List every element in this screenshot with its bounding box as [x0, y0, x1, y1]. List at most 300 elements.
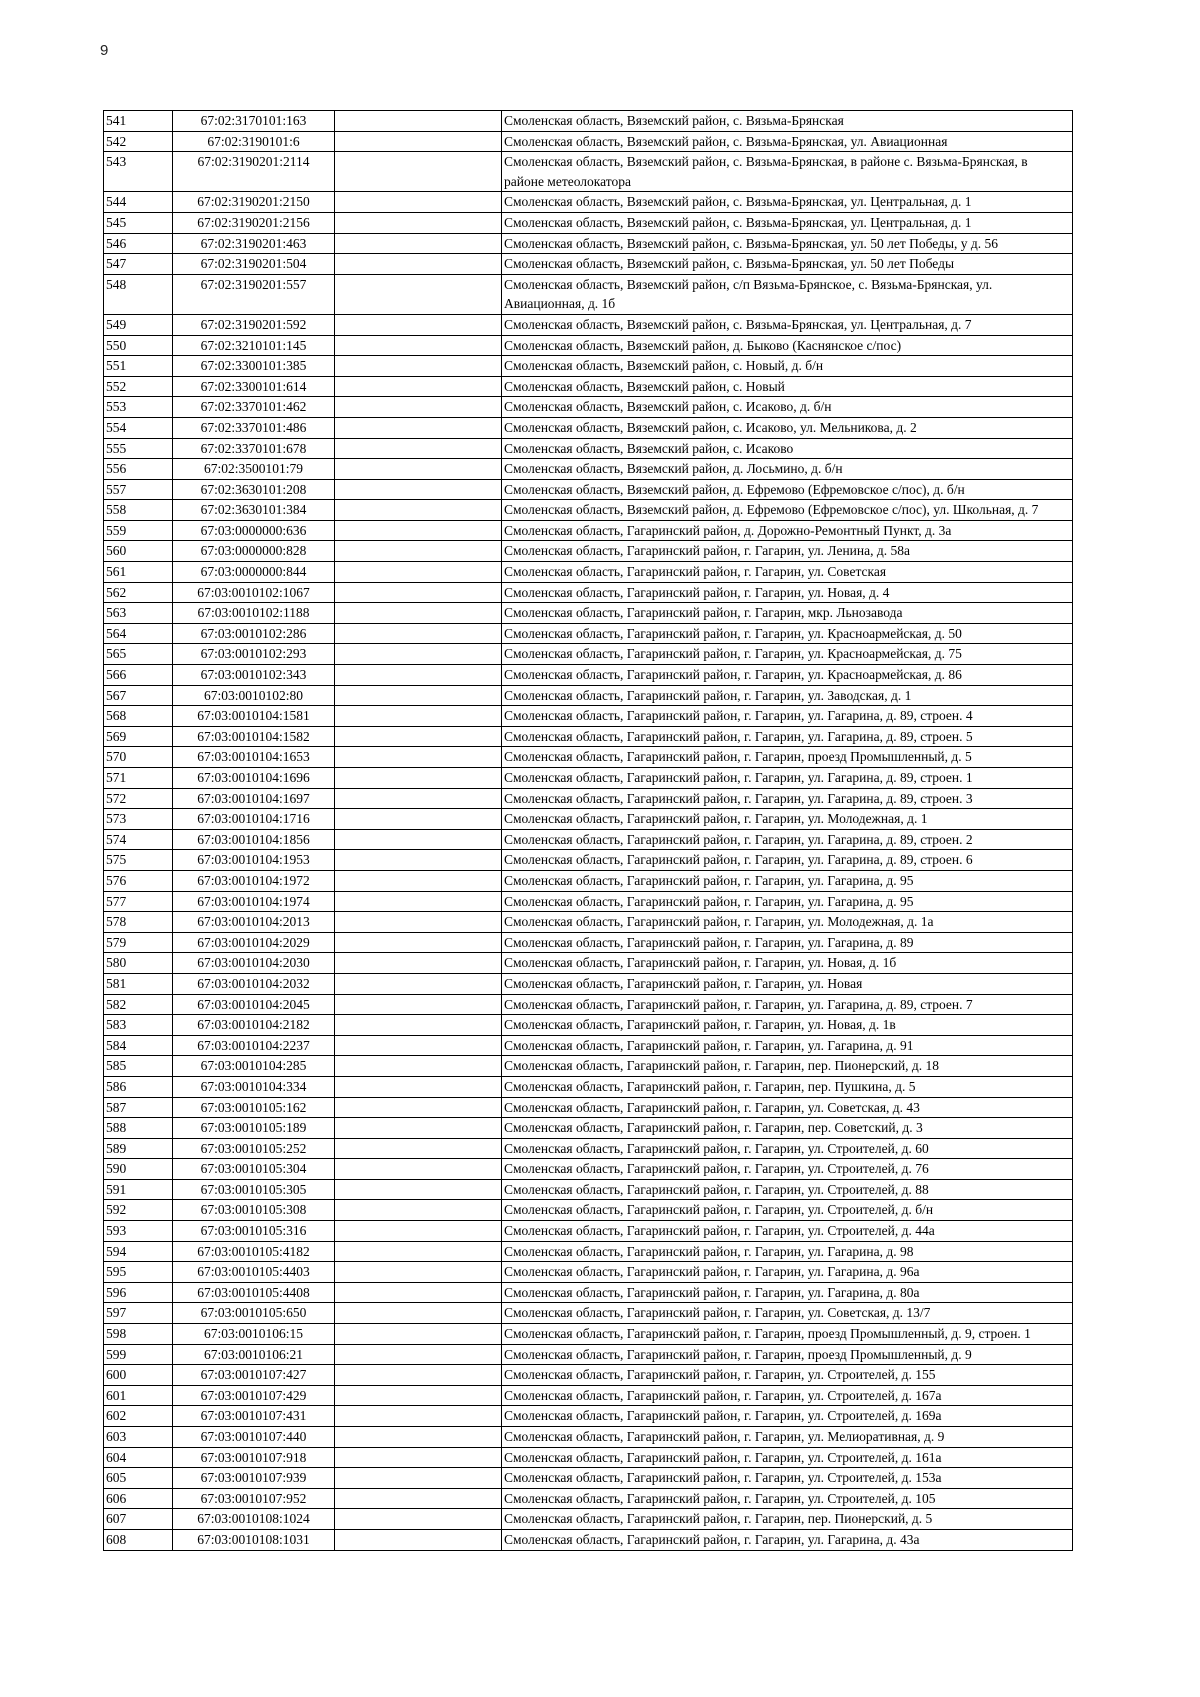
- cadastral-number-cell: 67:03:0000000:844: [173, 562, 335, 583]
- address-cell: Смоленская область, Гагаринский район, г. Гагарин, проезд Промышленный, д. 9, строен. 1: [502, 1324, 1073, 1345]
- cadastral-number-cell: 67:02:3190201:2150: [173, 192, 335, 213]
- table-row: [104, 1097, 1073, 1118]
- table-row: [104, 254, 1073, 275]
- table-row: [104, 1056, 1073, 1077]
- cadastral-number-cell: 67:03:0010102:80: [173, 685, 335, 706]
- cadastral-number-cell: 67:03:0000000:636: [173, 520, 335, 541]
- row-number-cell: 542: [104, 131, 173, 152]
- empty-cell: [335, 726, 502, 747]
- empty-cell: [335, 1262, 502, 1283]
- table-row: [104, 1303, 1073, 1324]
- address-cell: Смоленская область, Гагаринский район, д. Дорожно-Ремонтный Пункт, д. 3а: [502, 520, 1073, 541]
- empty-cell: [335, 932, 502, 953]
- row-number-cell: 552: [104, 376, 173, 397]
- empty-cell: [335, 891, 502, 912]
- table-row: [104, 1076, 1073, 1097]
- table-row: [104, 932, 1073, 953]
- row-number-cell: 563: [104, 603, 173, 624]
- table-row: [104, 314, 1073, 335]
- empty-cell: [335, 1324, 502, 1345]
- table-row: [104, 1221, 1073, 1242]
- row-number-cell: 608: [104, 1529, 173, 1550]
- table-row: [104, 623, 1073, 644]
- empty-cell: [335, 623, 502, 644]
- table-row: [104, 870, 1073, 891]
- table-row: [104, 644, 1073, 665]
- table-row: [104, 1324, 1073, 1345]
- cadastral-number-cell: 67:02:3190201:592: [173, 314, 335, 335]
- registry-table: [103, 110, 1073, 1551]
- address-cell: Смоленская область, Вяземский район, д. Лосьмино, д. б/н: [502, 459, 1073, 480]
- cadastral-number-cell: 67:03:0010107:427: [173, 1365, 335, 1386]
- empty-cell: [335, 1344, 502, 1365]
- row-number-cell: 602: [104, 1406, 173, 1427]
- empty-cell: [335, 541, 502, 562]
- cadastral-number-cell: 67:03:0010105:650: [173, 1303, 335, 1324]
- table-row: [104, 131, 1073, 152]
- table-row: [104, 1406, 1073, 1427]
- cadastral-number-cell: 67:02:3370101:462: [173, 397, 335, 418]
- cadastral-number-cell: 67:03:0010105:308: [173, 1200, 335, 1221]
- empty-cell: [335, 438, 502, 459]
- row-number-cell: 598: [104, 1324, 173, 1345]
- empty-cell: [335, 1488, 502, 1509]
- row-number-cell: 586: [104, 1076, 173, 1097]
- address-cell: Смоленская область, Вяземский район, с. Вязьма-Брянская, ул. Центральная, д. 7: [502, 314, 1073, 335]
- cadastral-number-cell: 67:02:3370101:678: [173, 438, 335, 459]
- cadastral-number-cell: 67:03:0010107:918: [173, 1447, 335, 1468]
- address-cell: Смоленская область, Гагаринский район, г. Гагарин, ул. Ленина, д. 58а: [502, 541, 1073, 562]
- address-cell: Смоленская область, Гагаринский район, г. Гагарин, ул. Гагарина, д. 96а: [502, 1262, 1073, 1283]
- empty-cell: [335, 111, 502, 132]
- row-number-cell: 543: [104, 152, 173, 192]
- cadastral-number-cell: 67:03:0010102:1067: [173, 582, 335, 603]
- cadastral-number-cell: 67:03:0010102:293: [173, 644, 335, 665]
- cadastral-number-cell: 67:02:3190201:2114: [173, 152, 335, 192]
- address-cell: Смоленская область, Гагаринский район, г. Гагарин, ул. Новая: [502, 973, 1073, 994]
- row-number-cell: 599: [104, 1344, 173, 1365]
- address-cell: Смоленская область, Гагаринский район, г. Гагарин, ул. Гагарина, д. 89, строен. 5: [502, 726, 1073, 747]
- empty-cell: [335, 1447, 502, 1468]
- address-cell: Смоленская область, Гагаринский район, г. Гагарин, ул. Гагарина, д. 91: [502, 1035, 1073, 1056]
- registry-table-body: [104, 111, 1073, 1551]
- address-cell: Смоленская область, Гагаринский район, г. Гагарин, пер. Пионерский, д. 5: [502, 1509, 1073, 1530]
- cadastral-number-cell: 67:03:0010104:1953: [173, 850, 335, 871]
- cadastral-number-cell: 67:03:0010108:1024: [173, 1509, 335, 1530]
- table-row: [104, 397, 1073, 418]
- cadastral-number-cell: 67:03:0010104:1974: [173, 891, 335, 912]
- address-cell: Смоленская область, Гагаринский район, г. Гагарин, ул. Строителей, д. 167а: [502, 1385, 1073, 1406]
- table-row: [104, 1241, 1073, 1262]
- row-number-cell: 568: [104, 706, 173, 727]
- row-number-cell: 565: [104, 644, 173, 665]
- address-cell: Смоленская область, Гагаринский район, г. Гагарин, ул. Строителей, д. 76: [502, 1159, 1073, 1180]
- address-cell: Смоленская область, Гагаринский район, г. Гагарин, ул. Красноармейская, д. 86: [502, 665, 1073, 686]
- address-cell: Смоленская область, Гагаринский район, г. Гагарин, ул. Гагарина, д. 89, строен. 6: [502, 850, 1073, 871]
- empty-cell: [335, 1118, 502, 1139]
- table-row: [104, 459, 1073, 480]
- address-cell: Смоленская область, Вяземский район, с. Исаково, д. б/н: [502, 397, 1073, 418]
- empty-cell: [335, 520, 502, 541]
- address-cell: Смоленская область, Гагаринский район, г. Гагарин, ул. Гагарина, д. 89, строен. 7: [502, 994, 1073, 1015]
- address-cell: Смоленская область, Гагаринский район, г. Гагарин, ул. Красноармейская, д. 75: [502, 644, 1073, 665]
- row-number-cell: 559: [104, 520, 173, 541]
- address-cell: Смоленская область, Вяземский район, с. Вязьма-Брянская, ул. 50 лет Победы, у д. 56: [502, 233, 1073, 254]
- table-row: [104, 1509, 1073, 1530]
- address-cell: Смоленская область, Вяземский район, с. Вязьма-Брянская, ул. Центральная, д. 1: [502, 212, 1073, 233]
- empty-cell: [335, 973, 502, 994]
- empty-cell: [335, 644, 502, 665]
- empty-cell: [335, 1241, 502, 1262]
- cadastral-number-cell: 67:03:0010105:189: [173, 1118, 335, 1139]
- table-row: [104, 1427, 1073, 1448]
- table-row: [104, 582, 1073, 603]
- table-row: [104, 747, 1073, 768]
- empty-cell: [335, 254, 502, 275]
- empty-cell: [335, 1468, 502, 1489]
- table-row: [104, 768, 1073, 789]
- empty-cell: [335, 1056, 502, 1077]
- address-cell: Смоленская область, Гагаринский район, г. Гагарин, пер. Пионерский, д. 18: [502, 1056, 1073, 1077]
- address-cell: Смоленская область, Гагаринский район, г. Гагарин, ул. Советская, д. 13/7: [502, 1303, 1073, 1324]
- empty-cell: [335, 479, 502, 500]
- table-row: [104, 891, 1073, 912]
- address-cell: Смоленская область, Вяземский район, с. Вязьма-Брянская, ул. Центральная, д. 1: [502, 192, 1073, 213]
- row-number-cell: 604: [104, 1447, 173, 1468]
- empty-cell: [335, 850, 502, 871]
- table-row: [104, 850, 1073, 871]
- table-row: [104, 1488, 1073, 1509]
- address-cell: Смоленская область, Гагаринский район, г. Гагарин, пер. Советский, д. 3: [502, 1118, 1073, 1139]
- empty-cell: [335, 706, 502, 727]
- table-row: [104, 603, 1073, 624]
- row-number-cell: 573: [104, 809, 173, 830]
- cadastral-number-cell: 67:02:3190201:463: [173, 233, 335, 254]
- row-number-cell: 589: [104, 1138, 173, 1159]
- row-number-cell: 544: [104, 192, 173, 213]
- empty-cell: [335, 1529, 502, 1550]
- empty-cell: [335, 356, 502, 377]
- cadastral-number-cell: 67:02:3210101:145: [173, 335, 335, 356]
- table-row: [104, 1529, 1073, 1550]
- row-number-cell: 556: [104, 459, 173, 480]
- cadastral-number-cell: 67:03:0010107:440: [173, 1427, 335, 1448]
- row-number-cell: 564: [104, 623, 173, 644]
- address-cell: Смоленская область, Вяземский район, с. Исаково, ул. Мельникова, д. 2: [502, 417, 1073, 438]
- cadastral-number-cell: 67:02:3300101:614: [173, 376, 335, 397]
- row-number-cell: 587: [104, 1097, 173, 1118]
- empty-cell: [335, 1138, 502, 1159]
- row-number-cell: 570: [104, 747, 173, 768]
- empty-cell: [335, 603, 502, 624]
- row-number-cell: 577: [104, 891, 173, 912]
- cadastral-number-cell: 67:02:3190201:504: [173, 254, 335, 275]
- row-number-cell: 606: [104, 1488, 173, 1509]
- cadastral-number-cell: 67:02:3500101:79: [173, 459, 335, 480]
- cadastral-number-cell: 67:03:0010108:1031: [173, 1529, 335, 1550]
- table-row: [104, 665, 1073, 686]
- row-number-cell: 567: [104, 685, 173, 706]
- address-cell: Смоленская область, Гагаринский район, г. Гагарин, ул. Строителей, д. 161а: [502, 1447, 1073, 1468]
- empty-cell: [335, 1406, 502, 1427]
- row-number-cell: 600: [104, 1365, 173, 1386]
- table-row: [104, 1282, 1073, 1303]
- table-row: [104, 1015, 1073, 1036]
- empty-cell: [335, 1015, 502, 1036]
- cadastral-number-cell: 67:03:0010104:1697: [173, 788, 335, 809]
- empty-cell: [335, 417, 502, 438]
- empty-cell: [335, 1509, 502, 1530]
- cadastral-number-cell: 67:03:0010105:305: [173, 1179, 335, 1200]
- address-cell: Смоленская область, Вяземский район, с. Вязьма-Брянская: [502, 111, 1073, 132]
- cadastral-number-cell: 67:03:0010105:4408: [173, 1282, 335, 1303]
- table-row: [104, 706, 1073, 727]
- row-number-cell: 580: [104, 953, 173, 974]
- table-row: [104, 500, 1073, 521]
- cadastral-number-cell: 67:02:3190201:2156: [173, 212, 335, 233]
- address-cell: Смоленская область, Гагаринский район, г. Гагарин, ул. Гагарина, д. 98: [502, 1241, 1073, 1262]
- row-number-cell: 603: [104, 1427, 173, 1448]
- address-cell: Смоленская область, Гагаринский район, г. Гагарин, ул. Гагарина, д. 43а: [502, 1529, 1073, 1550]
- row-number-cell: 555: [104, 438, 173, 459]
- row-number-cell: 576: [104, 870, 173, 891]
- table-row: [104, 417, 1073, 438]
- address-cell: Смоленская область, Вяземский район, с. Новый, д. б/н: [502, 356, 1073, 377]
- address-cell: Смоленская область, Вяземский район, д. Ефремово (Ефремовское с/пос), д. б/н: [502, 479, 1073, 500]
- row-number-cell: 553: [104, 397, 173, 418]
- cadastral-number-cell: 67:03:0010105:4182: [173, 1241, 335, 1262]
- table-row: [104, 1118, 1073, 1139]
- table-row: [104, 1179, 1073, 1200]
- empty-cell: [335, 685, 502, 706]
- empty-cell: [335, 1097, 502, 1118]
- address-cell: Смоленская область, Гагаринский район, г. Гагарин, ул. Строителей, д. б/н: [502, 1200, 1073, 1221]
- cadastral-number-cell: 67:02:3170101:163: [173, 111, 335, 132]
- row-number-cell: 561: [104, 562, 173, 583]
- row-number-cell: 594: [104, 1241, 173, 1262]
- table-row: [104, 1385, 1073, 1406]
- empty-cell: [335, 1035, 502, 1056]
- cadastral-number-cell: 67:03:0010104:285: [173, 1056, 335, 1077]
- table-row: [104, 1200, 1073, 1221]
- address-cell: Смоленская область, Гагаринский район, г. Гагарин, проезд Промышленный, д. 5: [502, 747, 1073, 768]
- empty-cell: [335, 335, 502, 356]
- address-cell: Смоленская область, Гагаринский район, г. Гагарин, ул. Молодежная, д. 1: [502, 809, 1073, 830]
- cadastral-number-cell: 67:02:3190201:557: [173, 274, 335, 314]
- empty-cell: [335, 1385, 502, 1406]
- table-row: [104, 233, 1073, 254]
- cadastral-number-cell: 67:03:0010105:304: [173, 1159, 335, 1180]
- empty-cell: [335, 809, 502, 830]
- table-row: [104, 479, 1073, 500]
- row-number-cell: 601: [104, 1385, 173, 1406]
- table-row: [104, 335, 1073, 356]
- empty-cell: [335, 233, 502, 254]
- row-number-cell: 597: [104, 1303, 173, 1324]
- row-number-cell: 569: [104, 726, 173, 747]
- empty-cell: [335, 953, 502, 974]
- row-number-cell: 554: [104, 417, 173, 438]
- address-cell: Смоленская область, Гагаринский район, г. Гагарин, ул. Строителей, д. 44а: [502, 1221, 1073, 1242]
- row-number-cell: 547: [104, 254, 173, 275]
- cadastral-number-cell: 67:03:0010104:1696: [173, 768, 335, 789]
- address-cell: Смоленская область, Гагаринский район, г. Гагарин, ул. Гагарина, д. 89, строен. 1: [502, 768, 1073, 789]
- empty-cell: [335, 131, 502, 152]
- empty-cell: [335, 582, 502, 603]
- empty-cell: [335, 562, 502, 583]
- address-cell: Смоленская область, Гагаринский район, г. Гагарин, ул. Гагарина, д. 95: [502, 870, 1073, 891]
- address-cell: Смоленская область, Вяземский район, с. Вязьма-Брянская, ул. 50 лет Победы: [502, 254, 1073, 275]
- address-cell: Смоленская область, Вяземский район, с/п Вязьма-Брянское, с. Вязьма-Брянская, ул. Авиационная, д. 1б: [502, 274, 1073, 314]
- cadastral-number-cell: 67:02:3630101:208: [173, 479, 335, 500]
- empty-cell: [335, 152, 502, 192]
- row-number-cell: 585: [104, 1056, 173, 1077]
- cadastral-number-cell: 67:03:0010106:21: [173, 1344, 335, 1365]
- address-cell: Смоленская область, Гагаринский район, г. Гагарин, мкр. Льнозавода: [502, 603, 1073, 624]
- cadastral-number-cell: 67:03:0010104:2045: [173, 994, 335, 1015]
- address-cell: Смоленская область, Гагаринский район, г. Гагарин, проезд Промышленный, д. 9: [502, 1344, 1073, 1365]
- address-cell: Смоленская область, Гагаринский район, г. Гагарин, ул. Красноармейская, д. 50: [502, 623, 1073, 644]
- table-row: [104, 192, 1073, 213]
- empty-cell: [335, 274, 502, 314]
- cadastral-number-cell: 67:03:0010105:252: [173, 1138, 335, 1159]
- table-row: [104, 726, 1073, 747]
- empty-cell: [335, 1427, 502, 1448]
- row-number-cell: 582: [104, 994, 173, 1015]
- address-cell: Смоленская область, Гагаринский район, г. Гагарин, пер. Пушкина, д. 5: [502, 1076, 1073, 1097]
- table-row: [104, 376, 1073, 397]
- cadastral-number-cell: 67:03:0010104:1716: [173, 809, 335, 830]
- row-number-cell: 578: [104, 912, 173, 933]
- row-number-cell: 581: [104, 973, 173, 994]
- cadastral-number-cell: 67:03:0010102:1188: [173, 603, 335, 624]
- page-number: 9: [100, 42, 109, 59]
- table-row: [104, 1138, 1073, 1159]
- address-cell: Смоленская область, Гагаринский район, г. Гагарин, ул. Гагарина, д. 89: [502, 932, 1073, 953]
- table-row: [104, 788, 1073, 809]
- cadastral-number-cell: 67:02:3630101:384: [173, 500, 335, 521]
- row-number-cell: 562: [104, 582, 173, 603]
- cadastral-number-cell: 67:02:3300101:385: [173, 356, 335, 377]
- address-cell: Смоленская область, Вяземский район, д. Ефремово (Ефремовское с/пос), ул. Школьная, д. 7: [502, 500, 1073, 521]
- row-number-cell: 592: [104, 1200, 173, 1221]
- address-cell: Смоленская область, Гагаринский район, г. Гагарин, ул. Советская: [502, 562, 1073, 583]
- address-cell: Смоленская область, Гагаринский район, г. Гагарин, ул. Молодежная, д. 1а: [502, 912, 1073, 933]
- table-row: [104, 1344, 1073, 1365]
- address-cell: Смоленская область, Вяземский район, с. Новый: [502, 376, 1073, 397]
- empty-cell: [335, 665, 502, 686]
- address-cell: Смоленская область, Гагаринский район, г. Гагарин, ул. Гагарина, д. 95: [502, 891, 1073, 912]
- cadastral-number-cell: 67:03:0010104:1972: [173, 870, 335, 891]
- table-row: [104, 562, 1073, 583]
- row-number-cell: 596: [104, 1282, 173, 1303]
- table-row: [104, 152, 1073, 192]
- row-number-cell: 607: [104, 1509, 173, 1530]
- address-cell: Смоленская область, Гагаринский район, г. Гагарин, ул. Советская, д. 43: [502, 1097, 1073, 1118]
- table-row: [104, 912, 1073, 933]
- empty-cell: [335, 1221, 502, 1242]
- row-number-cell: 549: [104, 314, 173, 335]
- row-number-cell: 560: [104, 541, 173, 562]
- cadastral-number-cell: 67:03:0010104:1581: [173, 706, 335, 727]
- row-number-cell: 574: [104, 829, 173, 850]
- empty-cell: [335, 788, 502, 809]
- row-number-cell: 546: [104, 233, 173, 254]
- address-cell: Смоленская область, Гагаринский район, г. Гагарин, ул. Заводская, д. 1: [502, 685, 1073, 706]
- row-number-cell: 583: [104, 1015, 173, 1036]
- address-cell: Смоленская область, Вяземский район, с. Вязьма-Брянская, в районе с. Вязьма-Брянская, в районе метеолокатора: [502, 152, 1073, 192]
- empty-cell: [335, 829, 502, 850]
- table-row: [104, 520, 1073, 541]
- cadastral-number-cell: 67:03:0010104:2032: [173, 973, 335, 994]
- address-cell: Смоленская область, Гагаринский район, г. Гагарин, ул. Гагарина, д. 80а: [502, 1282, 1073, 1303]
- empty-cell: [335, 1365, 502, 1386]
- cadastral-number-cell: 67:02:3370101:486: [173, 417, 335, 438]
- cadastral-number-cell: 67:03:0010102:343: [173, 665, 335, 686]
- row-number-cell: 591: [104, 1179, 173, 1200]
- address-cell: Смоленская область, Гагаринский район, г. Гагарин, ул. Строителей, д. 155: [502, 1365, 1073, 1386]
- empty-cell: [335, 912, 502, 933]
- cadastral-number-cell: 67:02:3190101:6: [173, 131, 335, 152]
- address-cell: Смоленская область, Гагаринский район, г. Гагарин, ул. Новая, д. 4: [502, 582, 1073, 603]
- cadastral-number-cell: 67:03:0010102:286: [173, 623, 335, 644]
- address-cell: Смоленская область, Гагаринский район, г. Гагарин, ул. Строителей, д. 153а: [502, 1468, 1073, 1489]
- table-row: [104, 1468, 1073, 1489]
- address-cell: Смоленская область, Гагаринский район, г. Гагарин, ул. Строителей, д. 169а: [502, 1406, 1073, 1427]
- cadastral-number-cell: 67:03:0010104:2030: [173, 953, 335, 974]
- empty-cell: [335, 870, 502, 891]
- table-row: [104, 111, 1073, 132]
- table-row: [104, 1447, 1073, 1468]
- empty-cell: [335, 376, 502, 397]
- cadastral-number-cell: 67:03:0010104:1653: [173, 747, 335, 768]
- empty-cell: [335, 1179, 502, 1200]
- row-number-cell: 558: [104, 500, 173, 521]
- empty-cell: [335, 768, 502, 789]
- table-row: [104, 1159, 1073, 1180]
- empty-cell: [335, 314, 502, 335]
- cadastral-number-cell: 67:03:0010107:429: [173, 1385, 335, 1406]
- table-row: [104, 212, 1073, 233]
- row-number-cell: 545: [104, 212, 173, 233]
- table-row: [104, 438, 1073, 459]
- cadastral-number-cell: 67:03:0010104:2237: [173, 1035, 335, 1056]
- address-cell: Смоленская область, Гагаринский район, г. Гагарин, ул. Гагарина, д. 89, строен. 2: [502, 829, 1073, 850]
- cadastral-number-cell: 67:03:0010104:2182: [173, 1015, 335, 1036]
- cadastral-number-cell: 67:03:0010107:431: [173, 1406, 335, 1427]
- table-row: [104, 541, 1073, 562]
- table-row: [104, 1365, 1073, 1386]
- row-number-cell: 557: [104, 479, 173, 500]
- table-row: [104, 953, 1073, 974]
- cadastral-number-cell: 67:03:0010107:939: [173, 1468, 335, 1489]
- empty-cell: [335, 192, 502, 213]
- row-number-cell: 566: [104, 665, 173, 686]
- row-number-cell: 595: [104, 1262, 173, 1283]
- cadastral-number-cell: 67:03:0010107:952: [173, 1488, 335, 1509]
- table-row: [104, 356, 1073, 377]
- row-number-cell: 590: [104, 1159, 173, 1180]
- empty-cell: [335, 397, 502, 418]
- address-cell: Смоленская область, Гагаринский район, г. Гагарин, ул. Новая, д. 1в: [502, 1015, 1073, 1036]
- cadastral-number-cell: 67:03:0010106:15: [173, 1324, 335, 1345]
- empty-cell: [335, 1282, 502, 1303]
- address-cell: Смоленская область, Гагаринский район, г. Гагарин, ул. Гагарина, д. 89, строен. 3: [502, 788, 1073, 809]
- row-number-cell: 571: [104, 768, 173, 789]
- address-cell: Смоленская область, Гагаринский район, г. Гагарин, ул. Строителей, д. 105: [502, 1488, 1073, 1509]
- table-row: [104, 829, 1073, 850]
- cadastral-number-cell: 67:03:0010104:334: [173, 1076, 335, 1097]
